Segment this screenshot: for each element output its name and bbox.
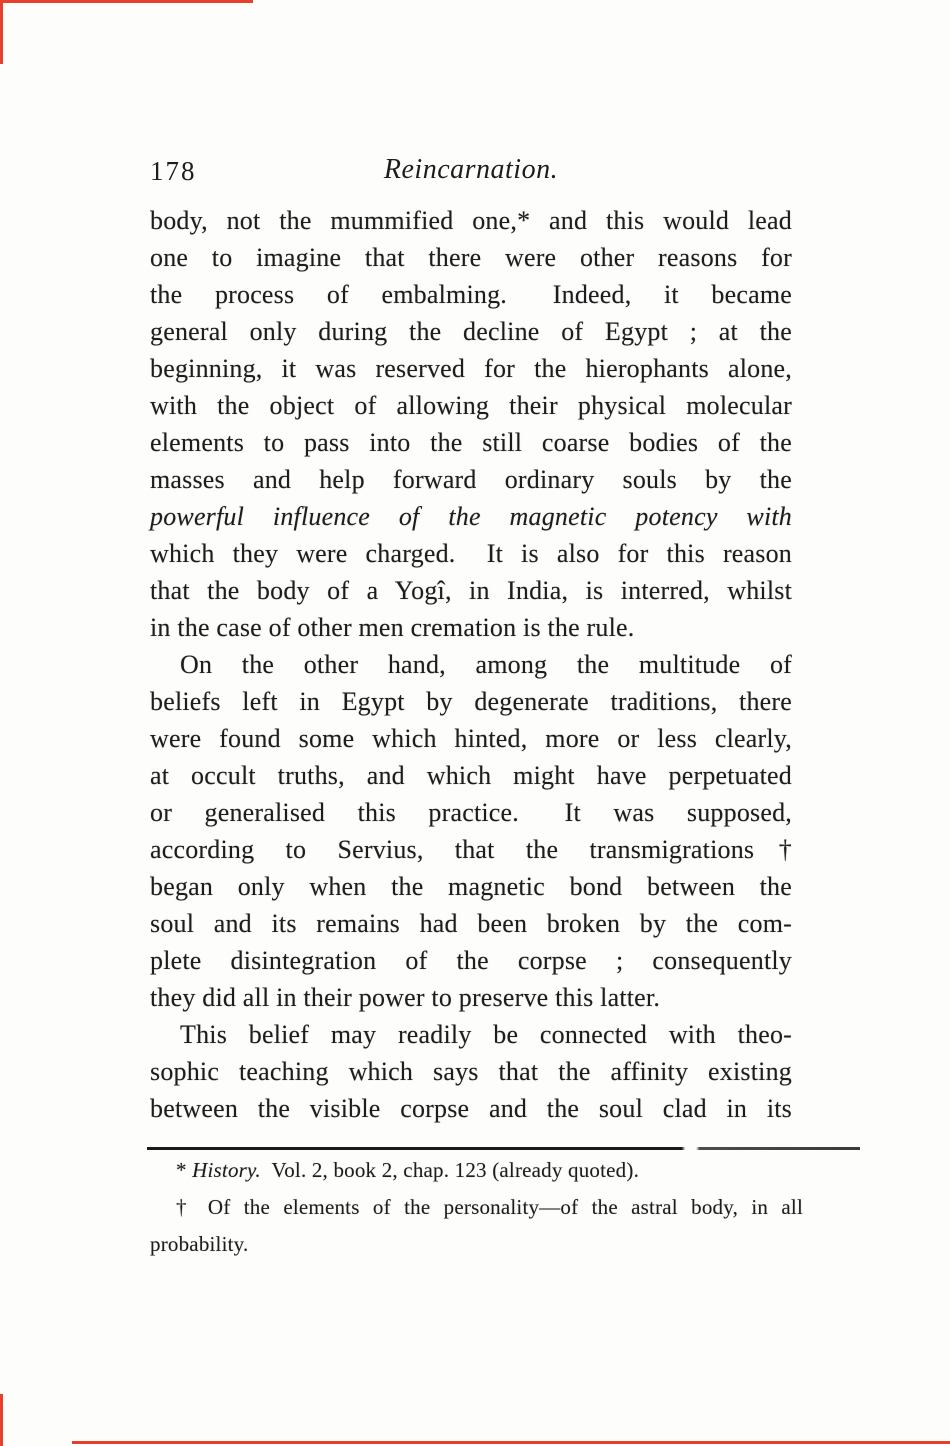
text-segment: in the case of other men cremation is the rule. bbox=[150, 613, 635, 642]
footnote-separator-rule bbox=[147, 1147, 860, 1150]
text-segment: general only during the decline of Egypt ; at the bbox=[150, 317, 792, 346]
text-segment: This belief may readily be connected with theo- bbox=[180, 1020, 792, 1049]
body-text-line bbox=[150, 905, 792, 942]
scan-edge-artifact-top-horizontal bbox=[0, 0, 253, 3]
scan-edge-artifact-bottom-vertical bbox=[0, 1394, 3, 1446]
text-segment: one to imagine that there were other reasons for bbox=[150, 243, 792, 272]
text-segment: plete disintegration of the corpse ; consequently bbox=[150, 946, 792, 975]
text-segment: masses and help forward ordinary souls by the bbox=[150, 465, 792, 494]
running-header bbox=[150, 154, 792, 194]
text-segment: beliefs left in Egypt by degenerate traditions, there bbox=[150, 687, 792, 716]
text-segment: Vol. 2, book 2, chap. 123 (already quoted). bbox=[260, 1158, 640, 1182]
text-segment: elements to pass into the still coarse bodies of the bbox=[150, 428, 792, 457]
footnotes-block bbox=[150, 1152, 803, 1263]
text-segment: beginning, it was reserved for the hierophants alone, bbox=[150, 354, 792, 383]
body-text-line bbox=[150, 461, 792, 498]
body-text-line bbox=[150, 757, 792, 794]
italic-text-segment: powerful influence of the magnetic potency with bbox=[150, 502, 792, 531]
text-segment: probability. bbox=[150, 1232, 249, 1256]
body-text-line bbox=[150, 942, 792, 979]
scan-edge-artifact-bottom-horizontal bbox=[72, 1441, 950, 1444]
text-segment: according to Servius, that the transmigrations† bbox=[150, 835, 792, 864]
body-text-line bbox=[150, 535, 792, 572]
body-text-line bbox=[150, 424, 792, 461]
body-text-line bbox=[150, 683, 792, 720]
body-text-line bbox=[150, 868, 792, 905]
text-segment: sophic teaching which says that the affinity existing bbox=[150, 1057, 792, 1086]
text-segment: soul and its remains had been broken by the com- bbox=[150, 909, 792, 938]
body-text-line bbox=[150, 1053, 792, 1090]
text-segment: between the visible corpse and the soul clad in its bbox=[150, 1094, 792, 1123]
text-segment: On the other hand, among the multitude of bbox=[180, 650, 792, 679]
body-text-line bbox=[150, 1090, 792, 1127]
body-text-line bbox=[150, 498, 792, 535]
body-text-block bbox=[150, 202, 792, 1127]
body-text-line bbox=[150, 609, 792, 646]
footnote-line bbox=[150, 1152, 803, 1189]
body-text-line bbox=[150, 720, 792, 757]
body-text-line bbox=[150, 313, 792, 350]
body-text-line bbox=[150, 239, 792, 276]
body-text-line bbox=[150, 1016, 792, 1053]
footnote-line bbox=[150, 1226, 803, 1263]
text-segment: at occult truths, and which might have perpetuated bbox=[150, 761, 792, 790]
body-text-line bbox=[150, 387, 792, 424]
body-text-line bbox=[150, 794, 792, 831]
body-text-line bbox=[150, 979, 792, 1016]
running-title: Reincarnation. bbox=[383, 154, 559, 185]
body-text-line bbox=[150, 202, 792, 239]
body-text-line bbox=[150, 831, 792, 868]
text-segment: that the body of a Yogî, in India, is interred, whilst bbox=[150, 576, 792, 605]
text-segment: body, not the mummified one,* and this would lead bbox=[150, 206, 792, 235]
text-segment: began only when the magnetic bond between the bbox=[150, 872, 792, 901]
body-text-line bbox=[150, 350, 792, 387]
text-segment: the process of embalming. Indeed, it became bbox=[150, 280, 792, 309]
body-text-line bbox=[150, 276, 792, 313]
text-segment: * bbox=[176, 1158, 193, 1182]
footnote-line bbox=[150, 1189, 803, 1226]
text-segment: † Of the elements of the personality—of the astral body, in all bbox=[176, 1195, 803, 1219]
text-segment: or generalised this practice. It was supposed, bbox=[150, 798, 792, 827]
text-segment: which they were charged. It is also for this reason bbox=[150, 539, 792, 568]
scan-edge-artifact-top-vertical bbox=[0, 0, 3, 64]
body-text-line bbox=[150, 646, 792, 683]
page-number: 178 bbox=[150, 156, 197, 186]
text-segment: they did all in their power to preserve this latter. bbox=[150, 983, 661, 1012]
text-segment: with the object of allowing their physical molecular bbox=[150, 391, 792, 420]
italic-text-segment: History. bbox=[192, 1158, 261, 1182]
body-text-line bbox=[150, 572, 792, 609]
text-segment: were found some which hinted, more or less clearly, bbox=[150, 724, 792, 753]
